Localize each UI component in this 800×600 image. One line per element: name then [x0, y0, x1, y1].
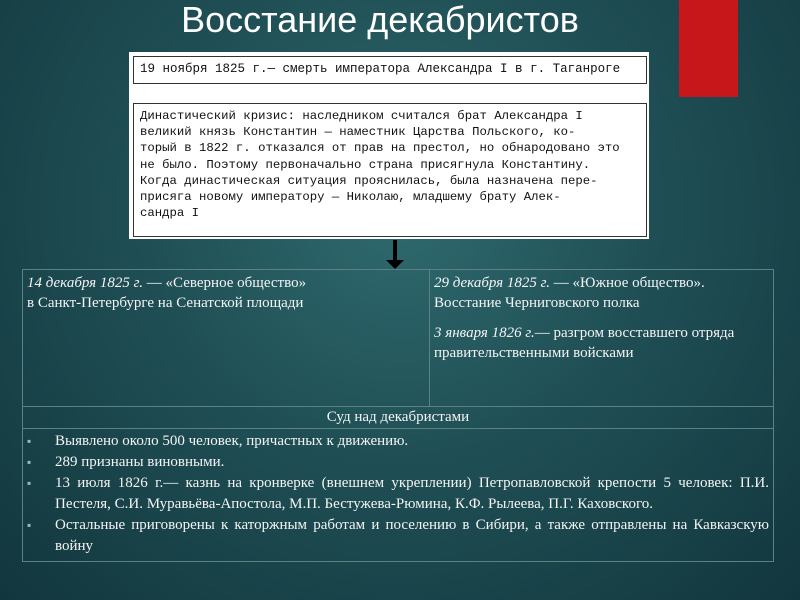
red-accent-tab: [679, 0, 738, 97]
crisis-line: великий князь Константин — наместник Царства Польского, ко-: [140, 125, 576, 140]
northern-date: 14 декабря 1825 г.: [27, 275, 144, 291]
bullet-item: ▪ 289 признаны виновными.: [27, 452, 769, 473]
down-arrow-head-icon: [386, 260, 404, 269]
defeat-text: — разгром восставшего отряда правительственными войсками: [434, 325, 735, 361]
trial-bullets: [23, 429, 774, 562]
bullet-icon: ▪: [27, 518, 32, 532]
northern-location: в Санкт-Петербурге на Сенатской площади: [27, 295, 304, 311]
events-table: [22, 269, 774, 562]
bullet-icon: ▪: [27, 455, 32, 469]
bullet-icon: ▪: [27, 434, 32, 448]
northern-text: — «Северное общество»: [143, 275, 307, 291]
bullet-item: ▪ Выявлено около 500 человек, причастных к движению.: [27, 431, 769, 452]
crisis-line: не было. Поэтому первоначально страна присягнула Константину.: [140, 157, 591, 172]
slide-title: Восстание декабристов: [181, 0, 579, 40]
crisis-line: торый в 1822 г. отказался от прав на престол, но обнародовано это: [140, 141, 620, 156]
northern-society-cell: [23, 270, 430, 407]
crisis-line: присяга новому императору — Николаю, младшему брату Алек-: [140, 190, 561, 205]
bullet-item: ▪ 13 июля 1826 г.— казнь на кронверке (внешнем укреплении) Петропавловской крепости 5 человек: П.И. Пестеля, С.И. Муравьёва-Апостола, М.П. Бестужева-Рюмина, К.Ф. Рылеева, П.Г. Каховского.: [27, 475, 769, 512]
crisis-line: Когда династическая ситуация прояснилась, была назначена пере-: [140, 173, 598, 188]
southern-society-cell: [430, 270, 774, 407]
trial-heading: Суд над декабристами: [23, 407, 774, 429]
southern-text: — «Южное общество». Восстание Черниговского полка: [434, 275, 705, 311]
dynastic-crisis-box: [133, 103, 647, 237]
death-of-alexander-box: 19 ноября 1825 г.— смерть императора Александра I в г. Таганроге: [133, 56, 647, 84]
southern-date: 29 декабря 1825 г.: [434, 275, 551, 291]
bullet-icon: ▪: [27, 476, 32, 490]
down-arrow-icon: [393, 240, 397, 262]
crisis-line: сандра I: [140, 206, 200, 221]
crisis-line: Династический кризис: наследником считался брат Александра I: [140, 109, 583, 123]
defeat-date: 3 января 1826 г.: [434, 325, 535, 341]
bullet-item: ▪ Остальные приговорены к каторжным работам и поселению в Сибири, а также отправлены на Кавказскую войну: [27, 517, 769, 554]
